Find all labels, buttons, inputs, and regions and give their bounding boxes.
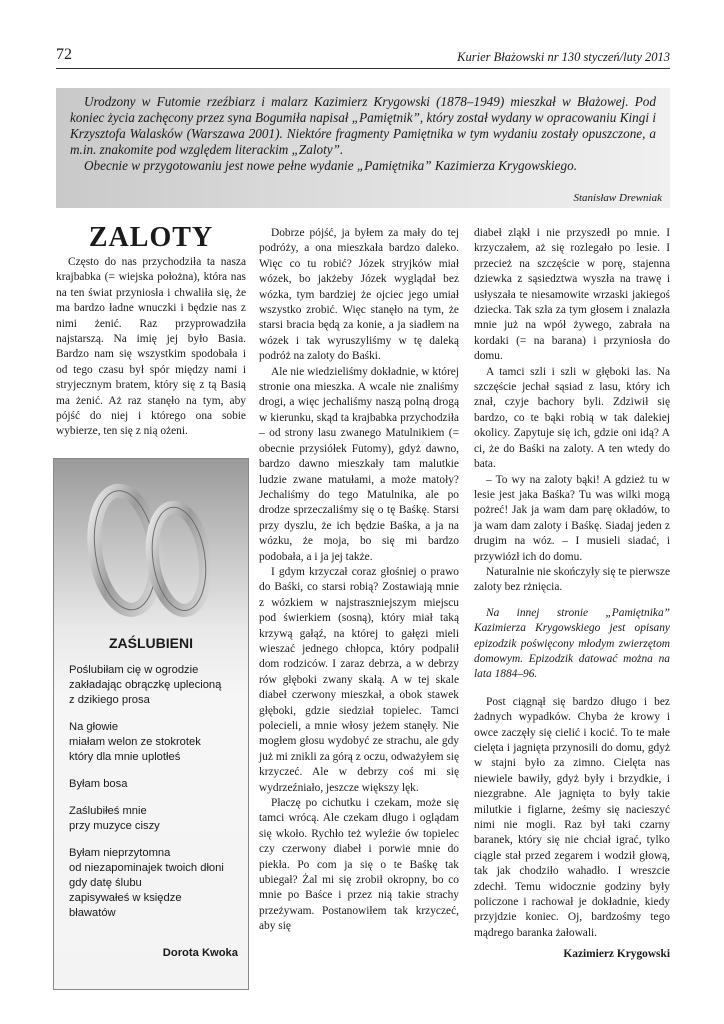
article-column-1 <box>56 255 246 440</box>
article-column-3 <box>474 226 670 963</box>
poem-text <box>69 663 244 933</box>
poem-line: który dla mnie uplotłeś <box>69 751 181 763</box>
poem-stanza <box>69 777 244 792</box>
poem-author: Dorota Kwoka <box>162 947 238 959</box>
paragraph: I gdym krzyczał coraz głośniej o prawo do Baśki, co starsi robią? Zostawiają mnie z wózkiem w najstraszniejszym miejscu pod świerkiem (sosną), który miał taką krzywą gałąź, na której to gałęzi mieli wieszać jednego chłopca, który podpalił dom rodziców. I zaraz debrza, a w debrzy rów głęboki zwany skałą. A w tej skale diabeł czerwony mieszkał, a obok stawek głęboki, gdzie siedział topielec. Tamci polecieli, a mnie włosy jeżem stanęły. Nie mogłem głosu wydobyć ze strachu, ale gdy już mi znikli za górą z oczu, odważyłem się krzyczeć. Ale w debrzy coś mi się wydrzeźniało, jeszcze większy lęk. <box>259 565 459 794</box>
paragraph: Płaczę po cichutku i czekam, może się tamci wrócą. Ale czekam długo i oglądam się wkoło. Rychło też wyleźie ów topielec czy czerwony diabeł i porwie mnie do piekła. Po com ja się o te Baśkę tak ubiegał? Żal mi się zrobił okropny, bo co mnie po Baśce i przez nią takie strachy przeżywam. Postanowiłem tak krzyczeć, aby się <box>259 797 459 933</box>
intro-text <box>70 94 656 174</box>
paragraph: Często do nas przychodziła ta nasza krajbabka (= wiejska położna), która nas na ten świat przyniosła i chwaliła się, że ma bardzo ładne wnuczki i będzie nas z nimi żenić. Raz przyprowadziła najstarszą. Na imię jej było Basia. Bardzo nam się wszystkim spodobała i od tego czasu był spór między nami i stryjecznym bratem, który się z tą Basią ma żenić. Aż raz stanęło na tym, aby pójść do niej i którego ona sobie wybierze, ten się z nią ożeni. <box>56 256 246 438</box>
article-column-2 <box>259 226 459 935</box>
intro-author: Stanisław Drewniak <box>573 192 662 204</box>
poem-line: zakładając obrączkę uplecioną <box>69 679 222 691</box>
poem-box <box>53 458 249 990</box>
paragraph: Dobrze pójść, ja byłem za mały do tej podróży, a ona mieszkała bardzo daleko. Więc co tu robić? Józek stryjków miał wózek, bo jakżeby Józek wyglądał bez wózka, tym bardziej że ojciec jego umiał wszystko zrobić. Więc stanęło na tym, że starsi bracia będą za konie, a ja siadłem na wózek i tak wyruszyliśmy w tę daleką podróż na zaloty do Baśki. <box>259 227 459 363</box>
poem-line: z dzikiego prosa <box>69 694 150 706</box>
article-title: ZALOTY <box>88 222 214 253</box>
paragraph: Ale nie wiedzieliśmy dokładnie, w której stronie ona mieszka. A wcale nie znaliśmy drogi, a więc jechaliśmy naszą polną drogą w kierunku, skąd ta krajbabka przychodziła – od strony lasu zwanego Matulnikiem (= obecnie przysiółek Futomy), gdyż dawno, bardzo dawno mieszkały tam malutkie ludzie zwane matułami, a może matoły? Jechaliśmy do tego Matulnika, ale po drodze sprzeczaliśmy się o tę Baśkę. Starsi przy dyszlu, że ich będzie Baśka, a ja na wózku, że moja, bo się mi bardzo podobała, a i ja jej także. <box>259 365 459 563</box>
intro-box <box>56 88 670 208</box>
poem-line: Poślubiłam cię w ogrodzie <box>69 664 199 676</box>
poem-line: bławatów <box>69 907 116 919</box>
editorial-note: Na innej stronie „Pamiętnika” Kazimierza Krygowskiego jest opisany epizodzik poświęcony młodym zwierzętom domowym. Epizodzik datować można na lata 1884–96. <box>474 606 670 681</box>
publication-info: Kurier Błażowski nr 130 styczeń/luty 2013 <box>457 50 670 64</box>
poem-line: Na głowie <box>69 721 119 733</box>
paragraph: diabeł zląkł i nie przyszedł po mnie. I krzyczałem, aż się rozlegało po lesie. I przecież na szczęście w porę, stajenna dziewka z sąsiedztwa wyszła na trawę i usłyszała te niesamowite wrzaski jakiegoś dziecka. Tak szła za tym głosem i znalazła mnie już na wpół żywego, zabrała na kordaki (= na barana) i przyniosła do domu. <box>474 227 670 363</box>
poem-line: przy muzyce ciszy <box>69 820 160 832</box>
poem-line: Byłam bosa <box>69 778 128 790</box>
intro-paragraph: Urodzony w Futomie rzeźbiarz i malarz Kazimierz Krygowski (1878–1949) mieszkał w Błażowej. Pod koniec życia zachęcony przez syna Bogumiła napisał „Pamiętnik”, który został wydany w opracowaniu Kingi i Krzysztofa Walasków (Warszawa 2001). Niektóre fragmenty Pamiętnika w tym wydaniu zostały opuszczone, a m.in. znakomite pod względem literackim „Zaloty”. <box>70 94 656 157</box>
intro-paragraph: Obecnie w przygotowaniu jest nowe pełne wydanie „Pamiętnika” Kazimierza Krygowskiego. <box>84 158 578 173</box>
poem-line: miałam welon ze stokrotek <box>69 736 201 748</box>
wedding-rings-image <box>54 459 248 649</box>
article-author: Kazimierz Krygowski <box>563 948 670 961</box>
page-header <box>56 46 670 69</box>
poem-line: Zaślubiłeś mnie <box>69 805 147 817</box>
poem-stanza <box>69 663 244 708</box>
poem-stanza <box>69 720 244 765</box>
paragraph: Naturalnie nie skończyły się te pierwsze zaloty bez rżnięcia. <box>474 565 670 594</box>
poem-title: ZAŚLUBIENI <box>109 635 193 651</box>
poem-line: zapisywałeś w księdze <box>69 892 182 904</box>
poem-stanza <box>69 804 244 834</box>
paragraph: Post ciągnął się bardzo długo i bez żadnych wypadków. Chyba że krowy i owce zaczęły się cielić i kocić. To te małe cielęta i jagnięta przynosili do domu, gdyż w stajni było za zimno. Cielęta nas niewiele bawiły, gdyż były i brzydkie, i niezgrabne. Ale jagnięta to były takie milutkie i figlarne, żeśmy się nacieszyć nimi nie mogli. Raz był taki czarny baranek, który się nie chciał igrać, tylko ciągle stał przed zegarem i wodził głową, tak jak chodziło wahadło. I wreszcie zdechł. Temu widocznie godziny były policzone i rachował je dokładnie, kiedy przyjdzie koniec. Oj, bardzośmy tego mądrego baranka żałowali. <box>474 695 670 939</box>
paragraph: A tamci szli i szli w głęboki las. Na szczęście jechał sąsiad z lasu, który ich znał, czyje bachory byli. Zdziwił się bardzo, co te bąki robią w tak dalekiej okolicy. Zapytuje się ich, gdzie oni idą? A ci, że do Baśki na zaloty. A ten wtedy do bata. <box>474 365 670 471</box>
paragraph: – To wy na zaloty bąki! A gdzież tu w lesie jest jaka Baśka? Tu was wilki mogą pożreć! Jak ja wam dam parę okładów, to ja wam dam zaloty i Baśkę. Siadaj jeden z drugim na wóz. – I musieli siadać, i przywiózł ich do domu. <box>474 473 670 563</box>
poem-line: Byłam nieprzytomna <box>69 847 171 859</box>
poem-line: gdy datę ślubu <box>69 877 142 889</box>
page-number: 72 <box>56 46 72 63</box>
poem-stanza <box>69 846 244 921</box>
poem-line: od niezapominajek twoich dłoni <box>69 862 224 874</box>
